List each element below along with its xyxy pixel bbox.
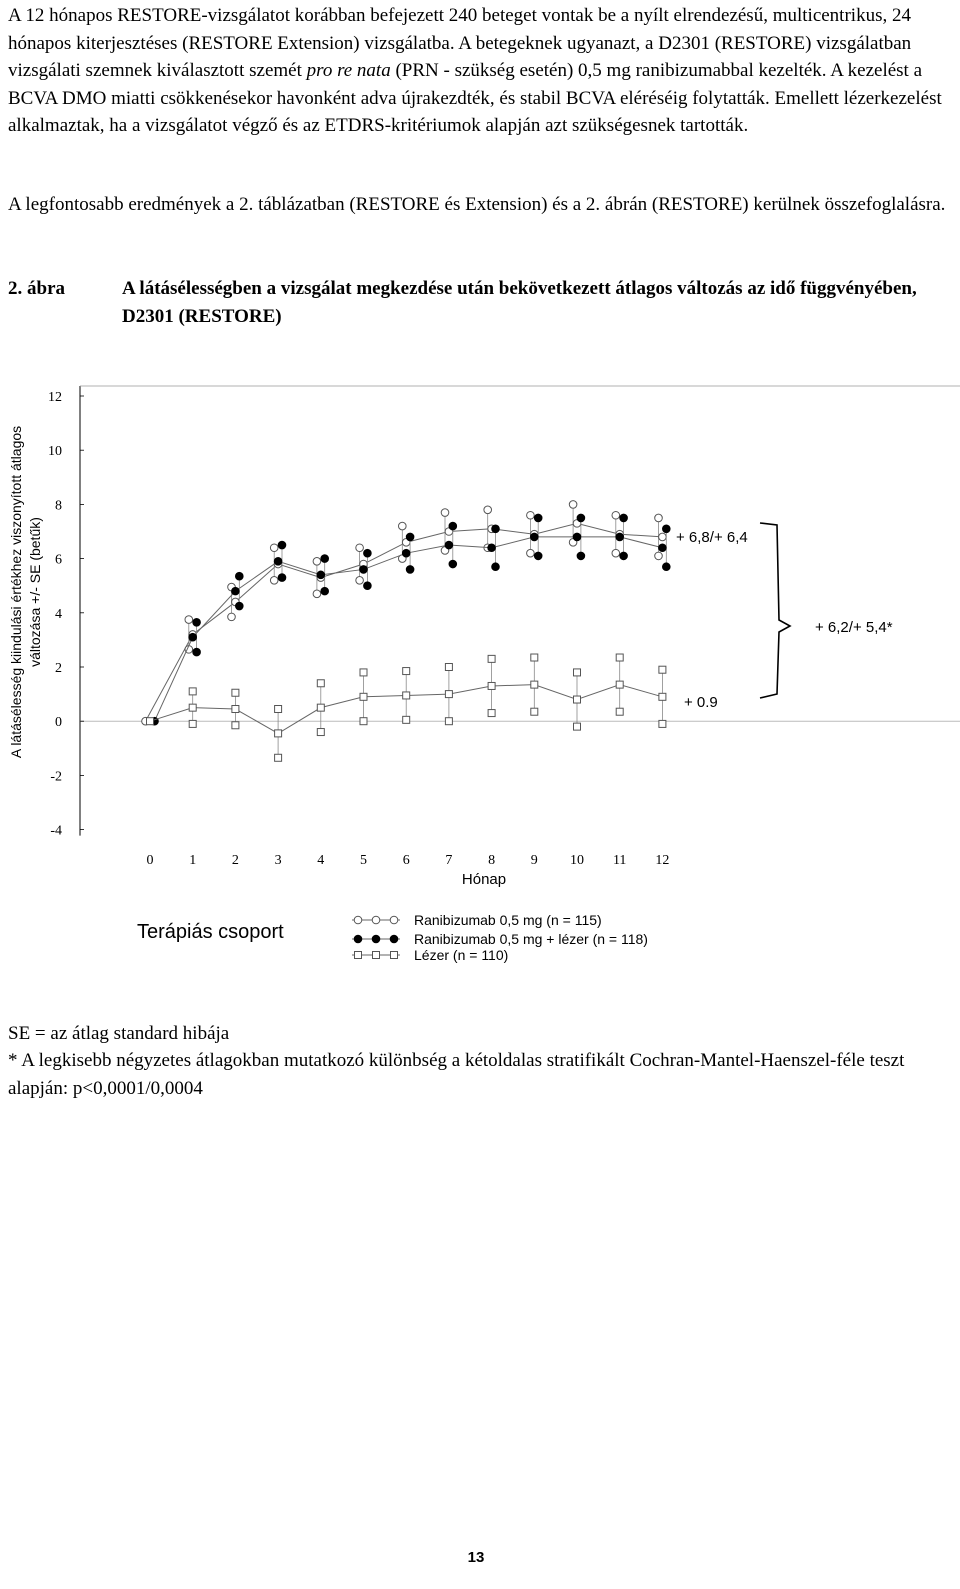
error-cap-marker (663, 525, 671, 533)
error-cap-marker (321, 587, 329, 595)
data-point (147, 718, 154, 725)
error-cap-marker (236, 602, 244, 610)
error-cap-marker (189, 720, 196, 727)
error-cap-marker (270, 576, 278, 584)
annotation-ranibizumab-end: + 6,8/+ 6,4 (676, 529, 748, 546)
error-cap-marker (403, 716, 410, 723)
bracket-brace (760, 523, 790, 698)
error-cap-marker (659, 666, 666, 673)
data-point (232, 706, 239, 713)
error-cap-marker (527, 511, 535, 519)
error-cap-marker (313, 558, 321, 566)
error-cap-marker (193, 648, 201, 656)
error-cap-marker (659, 720, 666, 727)
error-cap-marker (620, 552, 628, 560)
error-cap-marker (275, 706, 282, 713)
data-point (445, 541, 453, 549)
error-cap-marker (193, 618, 201, 626)
intro-paragraph (8, 2, 960, 140)
data-point (189, 704, 196, 711)
x-tick-label: 4 (317, 853, 325, 868)
error-cap-marker (574, 723, 581, 730)
legend-swatch-marker (373, 952, 380, 959)
x-tick-label: 5 (360, 853, 367, 868)
error-cap-marker (441, 509, 449, 517)
figure-caption-text: A látásélességben a vizsgálat megkezdése után bekövetkezett átlagos változás az idő függvényében, D2301 (RESTORE) (122, 278, 917, 327)
x-tick-label: 2 (231, 853, 239, 868)
error-cap-marker (270, 544, 278, 552)
data-point (616, 681, 623, 688)
data-point (616, 533, 624, 541)
error-cap-marker (445, 664, 452, 671)
data-point (402, 549, 410, 557)
y-tick-label: 12 (48, 390, 62, 405)
data-point (360, 566, 368, 574)
data-point (317, 571, 325, 579)
legend-item-label: Ranibizumab 0,5 mg (n = 115) (414, 912, 602, 928)
error-cap-marker (445, 718, 452, 725)
data-point (659, 693, 666, 700)
data-point (360, 693, 367, 700)
error-cap-marker (356, 576, 364, 584)
x-tick-label: 12 (655, 853, 670, 868)
intro-text-italic: pro re nata (306, 60, 391, 81)
error-cap-marker (616, 654, 623, 661)
data-point (659, 533, 667, 541)
results-paragraph: A legfontosabb eredmények a 2. táblázatban (RESTORE és Extension) és a 2. ábrán (RESTORE) kerülnek összefoglalásra. (8, 194, 946, 215)
x-tick-label: 8 (488, 853, 496, 868)
y-tick-label: -2 (50, 769, 62, 785)
x-tick-label: 11 (612, 853, 627, 868)
intro-text-a: A 12 hónapos RESTORE-vizsgálatot korábban befejezett 240 beteget vontak be a nyílt elrendezésű, multicentrikus, 24 hónapos kiterjesztéses (RESTORE Extension) vizsgálatba. A betegeknek ugyanazt, a D2301 (RESTORE) vizsgálatban vizsgálati szemnek kiválasztott szemét (8, 5, 912, 81)
data-point (445, 691, 452, 698)
error-cap-marker (278, 541, 286, 549)
error-cap-marker (185, 616, 193, 624)
error-cap-marker (321, 555, 329, 563)
error-cap-marker (527, 549, 535, 557)
error-cap-marker (449, 522, 457, 530)
data-point (573, 533, 581, 541)
legend-swatch-marker (354, 935, 362, 943)
error-cap-marker (317, 680, 324, 687)
error-cap-marker (228, 613, 236, 621)
y-tick-label: 8 (55, 498, 62, 514)
error-cap-marker (663, 563, 671, 571)
figure-number: 2. ábra (8, 278, 65, 299)
error-cap-marker (534, 514, 542, 522)
x-tick-label: 10 (570, 853, 584, 868)
data-point (531, 533, 539, 541)
error-cap-marker (406, 566, 414, 574)
x-axis-label: Hónap (461, 871, 507, 888)
data-point (403, 692, 410, 699)
footnote-significance: * A legkisebb négyzetes átlagokban mutatkozó különbség a kétoldalas stratifikált Cochran-Mantel-Haenszel-féle teszt alapján: p<0,0001/0,0004 (8, 1050, 905, 1099)
intro-text-b: (PRN - szükség esetén) 0,5 mg ranibizumabbal kezelték. A kezelést a BCVA DMO miatti csökkenésekor havonként adva újrakezdték, és stabil BCVA eléréséig folytatták. Emellett lézerkezelést alkalmaztak, ha a vizsgálatot végző és az ETDRS-kritériumok alapján azt szükségesnek tartották. (8, 60, 942, 136)
data-point (317, 704, 324, 711)
x-tick-label: 0 (146, 853, 154, 868)
error-cap-marker (534, 552, 542, 560)
error-cap-marker (360, 669, 367, 676)
error-cap-marker (574, 669, 581, 676)
legend-swatch-marker (390, 935, 398, 943)
error-cap-marker (278, 574, 286, 582)
data-point (531, 681, 538, 688)
error-cap-marker (232, 689, 239, 696)
error-cap-marker (620, 514, 628, 522)
error-cap-marker (488, 655, 495, 662)
error-cap-marker (313, 590, 321, 598)
y-tick-label: 0 (55, 715, 62, 731)
error-cap-marker (616, 708, 623, 715)
error-cap-marker (577, 514, 585, 522)
error-cap-marker (449, 560, 457, 568)
x-tick-label: 9 (530, 853, 538, 868)
footnote-se: SE = az átlag standard hibája (8, 1023, 230, 1044)
bcva-change-chart (0, 380, 960, 980)
x-tick-label: 3 (274, 853, 282, 868)
data-point (274, 558, 282, 566)
error-cap-marker (364, 549, 372, 557)
error-cap-marker (364, 582, 372, 590)
data-point (659, 544, 667, 552)
error-cap-marker (189, 688, 196, 695)
error-cap-marker (275, 754, 282, 761)
data-point (488, 682, 495, 689)
error-cap-marker (317, 729, 324, 736)
legend-swatch-marker (354, 916, 362, 924)
error-cap-marker (577, 552, 585, 560)
error-cap-marker (569, 501, 577, 509)
error-cap-marker (655, 552, 663, 560)
error-cap-marker (399, 522, 407, 530)
error-cap-marker (612, 511, 620, 519)
legend-swatch-marker (372, 916, 380, 924)
annotation-laser-end: + 0.9 (684, 694, 718, 711)
error-cap-marker (360, 718, 367, 725)
x-tick-label: 1 (189, 853, 197, 868)
error-cap-marker (531, 654, 538, 661)
legend-item-label: Ranibizumab 0,5 mg + lézer (n = 118) (414, 931, 648, 947)
y-axis-label-line2: változása +/- SE (betűk) (27, 517, 43, 667)
error-cap-marker (484, 506, 492, 514)
legend-title: Terápiás csoport (137, 921, 284, 943)
error-cap-marker (488, 710, 495, 717)
error-cap-marker (232, 722, 239, 729)
legend-swatch-marker (390, 916, 398, 924)
error-cap-marker (612, 549, 620, 557)
y-tick-label: -4 (50, 823, 62, 839)
data-point (488, 544, 496, 552)
x-tick-label: 6 (402, 853, 410, 868)
error-cap-marker (403, 668, 410, 675)
data-point (189, 633, 197, 641)
page-number: 13 (467, 1549, 485, 1566)
error-cap-marker (492, 525, 500, 533)
y-tick-label: 6 (55, 552, 62, 568)
y-tick-label: 4 (55, 606, 62, 622)
error-cap-marker (236, 572, 244, 580)
error-cap-marker (492, 563, 500, 571)
x-tick-label: 7 (445, 853, 453, 868)
y-tick-label: 10 (48, 444, 62, 460)
data-point (574, 696, 581, 703)
error-cap-marker (406, 533, 414, 541)
legend-item-label: Lézer (n = 110) (414, 947, 509, 963)
error-cap-marker (531, 708, 538, 715)
legend-swatch-marker (391, 952, 398, 959)
y-axis-label-line1: A látásélesség kiindulási értékhez viszonyított átlagos (8, 425, 24, 759)
error-cap-marker (356, 544, 364, 552)
error-cap-marker (655, 514, 663, 522)
annotation-difference: + 6,2/+ 5,4* (815, 619, 893, 636)
legend-swatch-marker (355, 952, 362, 959)
y-tick-label: 2 (55, 661, 62, 676)
legend-swatch-marker (372, 935, 380, 943)
data-point (232, 587, 240, 595)
data-point (275, 730, 282, 737)
